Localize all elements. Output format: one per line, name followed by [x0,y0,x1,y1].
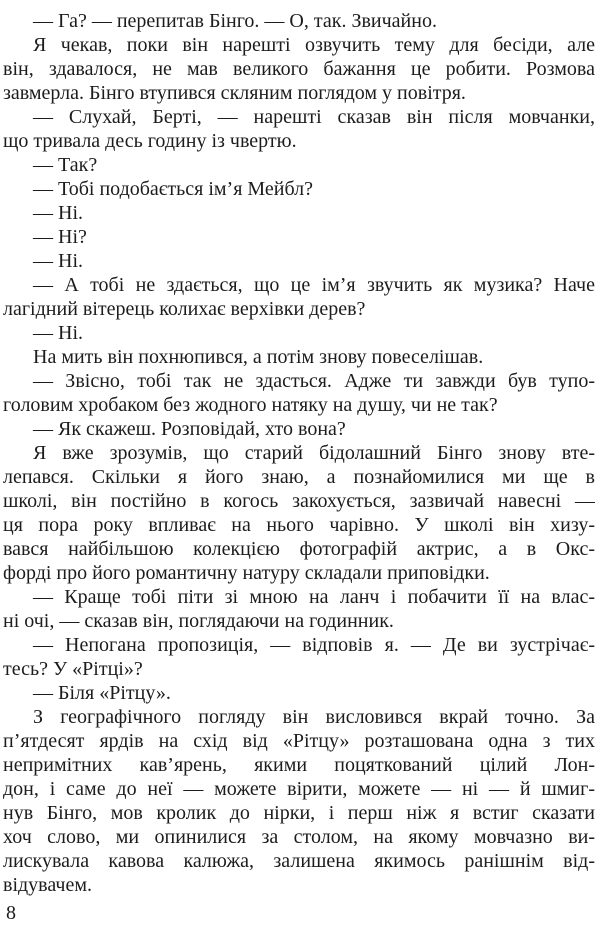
paragraph [3,153,595,177]
text-line: нув Бінго, мов кролик до нірки, і перш ніж я встиг сказати [3,802,595,824]
text-line: — Ні. [33,202,83,224]
paragraph [3,681,595,705]
text-line: — Непогана пропозиція, — відповів я. — Де ви зустрічає- [33,634,595,656]
text-line: ні очі, — сказав він, поглядаючи на годинник. [3,610,394,632]
text-line: непримітних кав’ярень, якими поцяткований цілий Лон- [3,754,595,776]
paragraph [3,369,595,417]
text-line: він, здавалося, не мав великого бажання це робити. Розмова [3,58,595,80]
text-line: головим хробаком без жодного натяку на душу, чи не так? [3,394,498,416]
paragraph [3,417,595,441]
text-line: На мить він похнюпився, а потім знову повеселішав. [33,346,484,368]
text-line: — Як скажеш. Розповідай, хто вона? [33,418,346,440]
text-line: — Біля «Рітцу». [33,682,171,704]
text-line: форді про його романтичну натуру складали приповідки. [3,562,490,584]
paragraph [3,441,595,585]
text-line: — Тобі подобається ім’я Мейбл? [33,178,314,200]
paragraph [3,225,595,249]
paragraph [3,177,595,201]
text-line: Я вже зрозумів, що старий бідолашний Бінго знову вте- [33,442,595,464]
text-line: — Ні. [33,250,83,272]
text-line: відувачем. [3,874,93,896]
text-line: лискувала кавова калюжа, залишена якимось ранішнім від- [3,850,595,872]
text-line: завмерла. Бінго втупився скляним поглядом у повітря. [3,82,466,104]
text-line: п’ятдесят ярдів на схід від «Рітцу» розташована одна з тих [3,730,595,752]
paragraph [3,585,595,633]
paragraph [3,249,595,273]
paragraph [3,633,595,681]
text-line: З географічного погляду він висловився вкрай точно. За [33,706,595,728]
paragraph [3,273,595,321]
paragraph [3,105,595,153]
text-block [3,9,595,897]
text-line: хоч слово, ми опинилися за столом, на якому мовчазно ви- [3,826,595,848]
text-line: — А тобі не здається, що це ім’я звучить як музика? Наче [33,274,595,296]
paragraph [3,705,595,897]
text-line: — Слухай, Берті, — нарешті сказав він після мовчанки, [33,106,595,128]
text-line: лагідний вітерець колихає верхівки дерев? [3,298,366,320]
text-line: школі, він постійно в когось закохується, зазвичай навесні — [3,490,595,512]
paragraph [3,201,595,225]
text-line: що тривала десь годину із чвертю. [3,130,297,152]
text-line: тесь? У «Рітці»? [3,658,143,680]
text-line: — Ні. [33,322,83,344]
text-line: дон, і саме до неї — можете вірити, можете — ні — й шмиг- [3,778,595,800]
paragraph [3,321,595,345]
text-line: лепався. Скільки я його знаю, а познайомилися ми ще в [3,466,595,488]
text-line: ця пора року впливає на нього чарівно. У школі він хизу- [3,514,595,536]
text-line: — Краще тобі піти зі мною на ланч і побачити її на влас- [33,586,595,608]
paragraph [3,33,595,105]
paragraph [3,9,595,33]
text-line: Я чекав, поки він нарешті озвучить тему для бесіди, але [33,34,595,56]
text-line: — Га? — перепитав Бінго. — О, так. Звичайно. [33,10,437,32]
text-line: — Ні? [33,226,87,248]
page-number: 8 [6,902,16,924]
text-line: — Так? [33,154,98,176]
text-line: вався найбільшою колекцією фотографій актрис, а в Окс- [3,538,595,560]
paragraph [3,345,595,369]
text-line: — Звісно, тобі так не здасться. Адже ти завжди був тупо- [33,370,595,392]
